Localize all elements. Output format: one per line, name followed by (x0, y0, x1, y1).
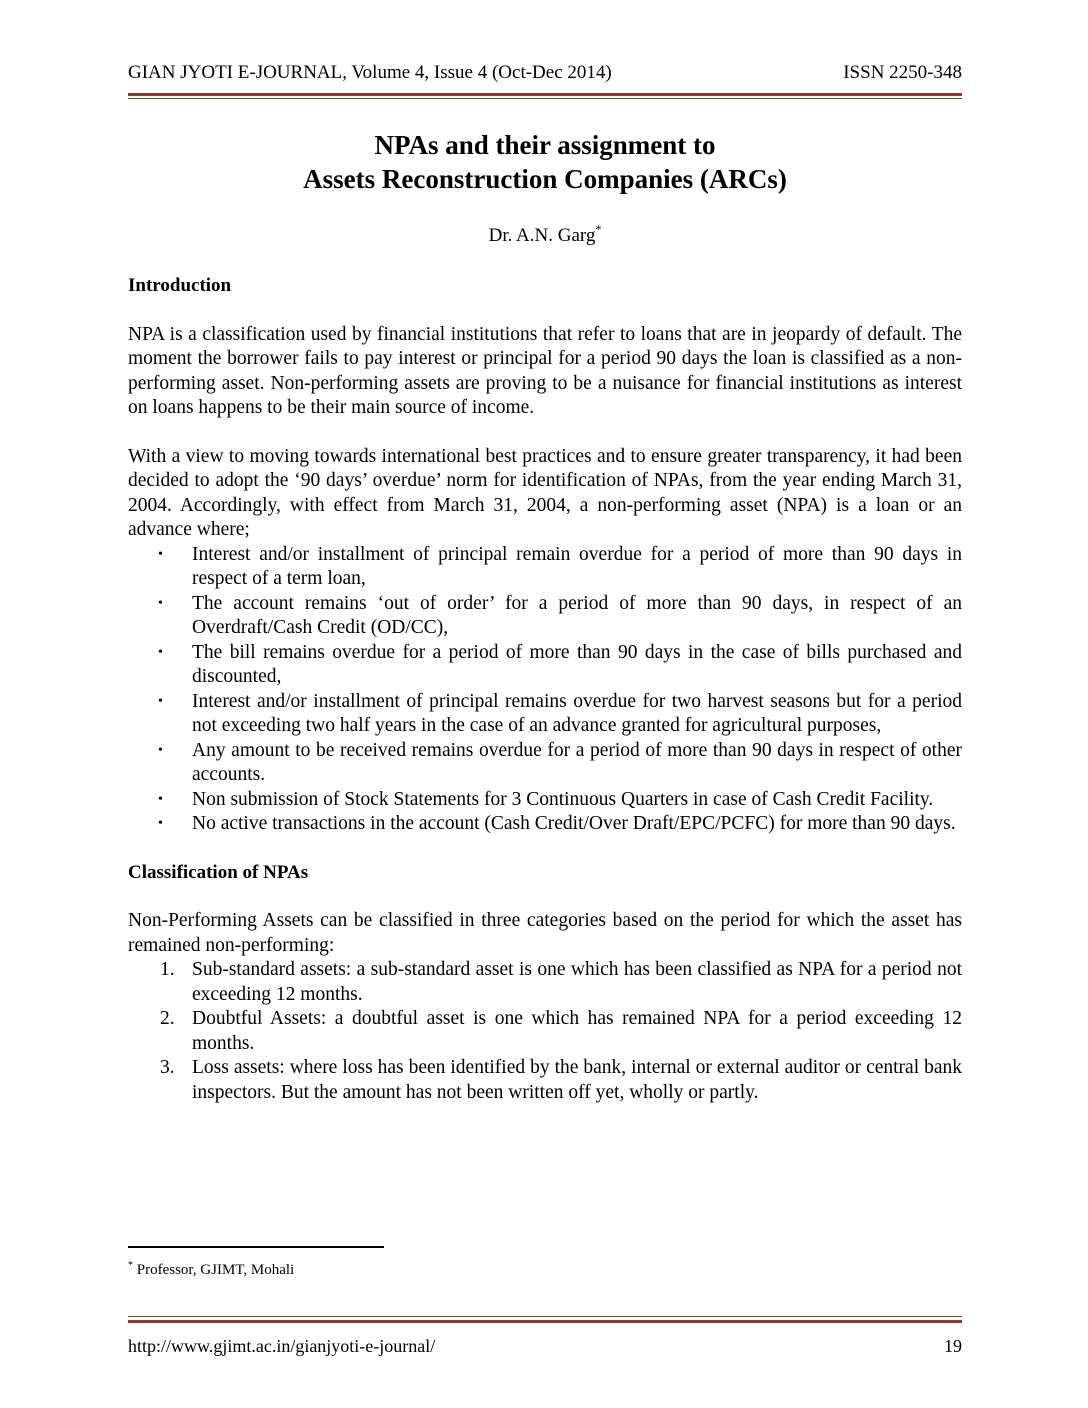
list-item-text: Doubtful Assets: a doubtful asset is one which has remained NPA for a period exceeding 12 months. (192, 1008, 962, 1054)
header-rule-thin (128, 98, 962, 99)
list-item-text: The account remains ‘out of order’ for a period of more than 90 days, in respect of an Overdraft/Cash Credit (OD/CC), (192, 592, 962, 638)
list-item (128, 958, 962, 1007)
list-item (128, 592, 962, 641)
article-title (128, 128, 962, 196)
npa-criteria-list (128, 543, 962, 837)
list-item-text: Interest and/or installment of principal remains overdue for two harvest seasons but for a period not exceeding two half years in the case of an advance granted for agricultural purposes, (192, 690, 962, 736)
title-line-1: NPAs and their assignment to (374, 130, 716, 160)
footer-rule-thick (128, 1320, 962, 1323)
running-footer (128, 1336, 962, 1362)
author-footnote-marker: * (595, 222, 602, 236)
list-item-text: The bill remains overdue for a period of more than 90 days in the case of bills purchased and discounted, (192, 641, 962, 687)
bullet-icon: • (158, 546, 163, 562)
intro-paragraph-2: With a view to moving towards international best practices and to ensure greater transparency, it had been decided to adopt the ‘90 days’ overdue’ norm for identification of NPAs, from the year ending March 31, 2004. Accordingly, with effect from March 31, 2004, a non-performing asset (NPA) is a loan or an advance where; (128, 445, 962, 540)
issn-label: ISSN 2250-348 (843, 62, 962, 83)
bullet-icon: • (158, 816, 163, 831)
footnote-marker: * (128, 1260, 133, 1271)
journal-title: GIAN JYOTI E-JOURNAL, Volume 4, Issue 4 (Oct-Dec 2014) (128, 62, 612, 83)
title-line-2: Assets Reconstruction Companies (ARCs) (303, 164, 787, 194)
bullet-icon: • (158, 693, 163, 709)
list-item (128, 1007, 962, 1056)
list-item (128, 812, 962, 837)
list-item-text: Non submission of Stock Statements for 3 Continuous Quarters in case of Cash Credit Facility. (192, 788, 934, 810)
list-item-text: Sub-standard assets: a sub-standard asset is one which has been classified as NPA for a period not exceeding 12 months. (192, 959, 962, 1005)
footnote-separator (128, 1246, 384, 1248)
list-item (128, 641, 962, 690)
bullet-icon: • (158, 644, 163, 660)
classification-list (128, 958, 962, 1105)
classification-paragraph: Non-Performing Assets can be classified in three categories based on the period for which the asset has remained non-performing: (128, 910, 962, 956)
bullet-icon: • (158, 595, 163, 611)
list-item (128, 788, 962, 813)
list-item (128, 543, 962, 592)
list-number: 2. (160, 1008, 175, 1029)
list-item-text: Any amount to be received remains overdue for a period of more than 90 days in respect of other accounts. (192, 739, 962, 785)
list-item (128, 739, 962, 788)
bullet-icon: • (158, 742, 163, 758)
journal-url-link[interactable]: http://www.gjimt.ac.in/gianjyoti-e-journal/ (128, 1336, 436, 1356)
list-item (128, 1056, 962, 1105)
footnote (128, 1260, 294, 1279)
running-header (128, 62, 962, 92)
intro-paragraph-1: NPA is a classification used by financial institutions that refer to loans that are in jeopardy of default. The moment the borrower fails to pay interest or principal for a period 90 days the loan is classified as a non-performing asset. Non-performing assets are proving to be a nuisance for financial institutions as interest on loans happens to be their main source of income. (128, 323, 962, 418)
section-heading-classification: Classification of NPAs (128, 861, 309, 883)
article-body (128, 274, 962, 1129)
bullet-icon: • (158, 791, 163, 807)
list-item-text: Interest and/or installment of principal remain overdue for a period of more than 90 days in respect of a term loan, (192, 543, 962, 589)
list-item-text: Loss assets: where loss has been identified by the bank, internal or external auditor or central bank inspectors. But the amount has not been written off yet, wholly or partly. (192, 1057, 962, 1103)
footnote-text: Professor, GJIMT, Mohali (136, 1262, 295, 1278)
list-item-text: No active transactions in the account (Cash Credit/Over Draft/EPC/PCFC) for more than 90 days. (192, 813, 956, 834)
page-number: 19 (944, 1336, 962, 1356)
section-heading-introduction: Introduction (128, 275, 232, 296)
header-rule-thick (128, 93, 962, 96)
list-number: 3. (160, 1057, 175, 1078)
list-item (128, 690, 962, 739)
author-line (128, 222, 962, 247)
footer-rule-thin (128, 1316, 962, 1317)
list-number: 1. (160, 959, 175, 980)
author-name: Dr. A.N. Garg (488, 225, 596, 246)
